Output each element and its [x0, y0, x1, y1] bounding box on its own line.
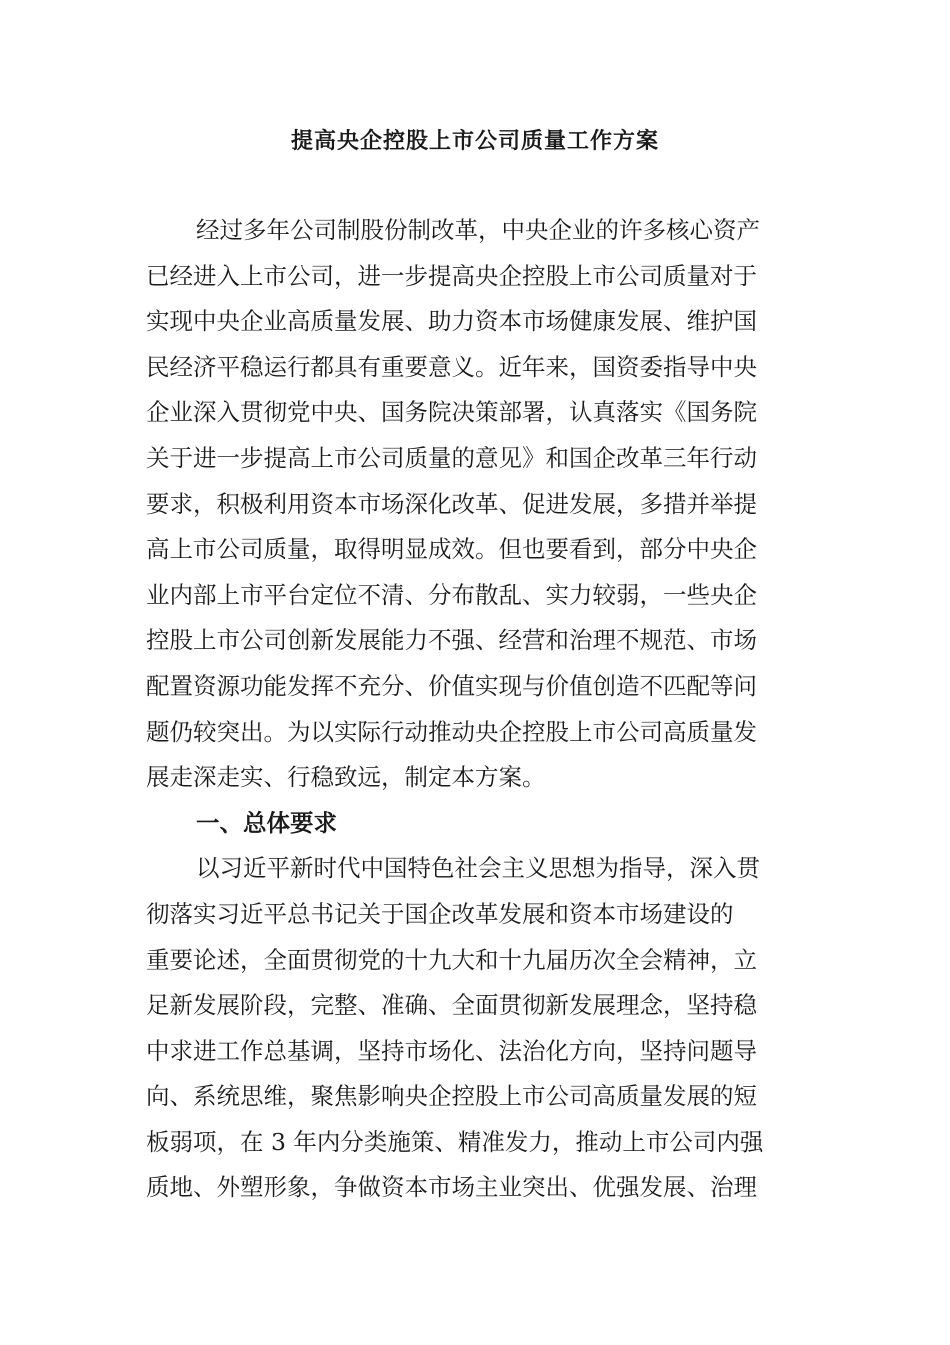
text-line: 以习近平新时代中国特色社会主义思想为指导，深入贯 — [196, 854, 760, 883]
section-heading: 一、总体要求 — [196, 808, 337, 837]
text-line: 高上市公司质量，取得明显成效。但也要看到，部分中央企 — [146, 535, 757, 564]
text-line: 实现中央企业高质量发展、助力资本市场健康发展、维护国 — [146, 307, 757, 336]
text-line: 民经济平稳运行都具有重要意义。近年来，国资委指导中央 — [146, 352, 757, 381]
text-line: 向、系统思维，聚焦影响央企控股上市公司高质量发展的短 — [146, 1082, 757, 1111]
text-line: 关于进一步提高上市公司质量的意见》和国企改革三年行动 — [146, 443, 757, 472]
text-line: 业内部上市平台定位不清、分布散乱、实力较弱，一些央企 — [146, 580, 757, 609]
text-line: 质地、外塑形象，争做资本市场主业突出、优强发展、治理 — [146, 1173, 757, 1202]
text-line: 配置资源功能发挥不充分、价值实现与价值创造不匹配等问 — [146, 671, 757, 700]
text-line: 板弱项，在 3 年内分类施策、精准发力，推动上市公司内强 — [146, 1127, 764, 1156]
text-line: 展走深走实、行稳致远，制定本方案。 — [146, 763, 546, 792]
document-body — [146, 208, 808, 1211]
text-line: 重要论述，全面贯彻党的十九大和十九届历次全会精神，立 — [146, 945, 757, 974]
text-line: 已经进入上市公司，进一步提高央企控股上市公司质量对于 — [146, 261, 757, 290]
text-line: 足新发展阶段，完整、准确、全面贯彻新发展理念，坚持稳 — [146, 991, 757, 1020]
text-line: 要求，积极利用资本市场深化改革、促进发展，多措并举提 — [146, 489, 757, 518]
text-line: 中求进工作总基调，坚持市场化、法治化方向，坚持问题导 — [146, 1036, 757, 1065]
text-line: 彻落实习近平总书记关于国企改革发展和资本市场建设的 — [146, 899, 734, 928]
text-line: 题仍较突出。为以实际行动推动央企控股上市公司高质量发 — [146, 717, 757, 746]
text-line: 经过多年公司制股份制改革，中央企业的许多核心资产 — [196, 216, 760, 244]
document-title: 提高央企控股上市公司质量工作方案 — [290, 129, 659, 154]
text-line: 控股上市公司创新发展能力不强、经营和治理不规范、市场 — [146, 626, 757, 655]
text-line: 企业深入贯彻党中央、国务院决策部署，认真落实《国务院 — [146, 398, 757, 427]
